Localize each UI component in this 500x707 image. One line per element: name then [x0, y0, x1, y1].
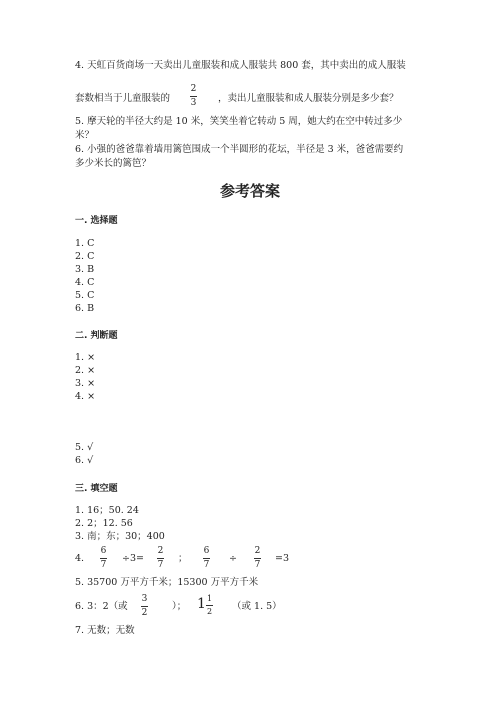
judge-answer: 1. × — [75, 352, 96, 363]
fraction-den: 7 — [100, 560, 107, 570]
choice-answer: 1. C — [75, 238, 95, 249]
fraction-bar — [141, 606, 148, 607]
section-title-choice: 一. 选择题 — [75, 216, 118, 226]
fraction — [141, 594, 148, 619]
fraction-bar — [254, 558, 261, 559]
fill-answer-2: 2. 2；12. 56 — [75, 518, 133, 529]
fraction-bar — [190, 96, 197, 97]
section-title-judge: 二. 判断题 — [75, 331, 118, 341]
fraction — [206, 594, 213, 617]
fraction — [203, 546, 210, 571]
answer-title: 参考答案 — [219, 182, 280, 200]
q5-line1: 5. 摩天轮的半径大约是 10 米，笑笑坐着它转动 5 周，她大约在空中转过多少 — [75, 116, 403, 127]
fraction — [254, 546, 261, 571]
fraction-num: 2 — [254, 546, 261, 556]
choice-answer: 5. C — [75, 290, 95, 301]
fill-answer-4-op: ÷3= — [122, 553, 144, 564]
choice-answer: 2. C — [75, 251, 95, 262]
fraction-bar — [100, 558, 107, 559]
fraction-num: 6 — [203, 546, 210, 556]
fraction-num: 2 — [157, 546, 164, 556]
fraction-num: 1 — [206, 594, 213, 603]
judge-answer: 4. × — [75, 391, 96, 402]
q5-line2: 米？ — [75, 130, 95, 141]
judge-answer: 5. √ — [75, 442, 94, 453]
section-title-fill: 三. 填空题 — [75, 484, 118, 494]
fill-answer-4-result: =3 — [275, 553, 290, 564]
fill-answer-6-close: ）； — [172, 601, 187, 612]
fraction-den: 7 — [254, 560, 261, 570]
q4-line2-b: ，卖出儿童服装和成人服装分别是多少套？ — [218, 93, 399, 104]
fraction-num: 6 — [100, 546, 107, 556]
fraction-bar — [203, 558, 210, 559]
fill-answer-4-prefix: 4. — [75, 553, 85, 564]
fraction — [100, 546, 107, 571]
choice-answer: 4. C — [75, 277, 95, 288]
fill-answer-4-sep: ； — [178, 553, 188, 564]
fraction-bar — [157, 558, 164, 559]
choice-answer: 3. B — [75, 264, 95, 275]
fraction-den: 7 — [157, 560, 164, 570]
fill-answer-5: 5. 35700 万平方千米；15300 万平方千米 — [75, 577, 259, 588]
q4-line1: 4. 天虹百货商场一天卖出儿童服装和成人服装共 800 套，其中卖出的成人服装 — [75, 60, 406, 71]
q4-frac-num: 2 — [190, 84, 197, 94]
q6-line1: 6. 小强的爸爸靠着墙用篱笆围成一个半圆形的花坛，半径是 3 米，爸爸需要约 — [75, 144, 404, 155]
q6-line2: 多少米长的篱笆？ — [75, 158, 152, 169]
q4-fraction — [190, 84, 197, 109]
q4-line2-a: 套数相当于儿童服装的 — [75, 93, 171, 104]
judge-answer: 3. × — [75, 378, 96, 389]
q4-frac-den: 3 — [190, 98, 197, 108]
fraction-den: 2 — [141, 608, 148, 618]
fill-answer-3: 3. 南；东；30；400 — [75, 531, 165, 542]
fraction-bar — [206, 605, 213, 606]
mixed-number-integer: 1 — [197, 596, 206, 612]
fill-answer-7: 7. 无数；无数 — [75, 625, 135, 636]
fraction — [157, 546, 164, 571]
choice-answer: 6. B — [75, 303, 95, 314]
judge-answer: 2. × — [75, 365, 96, 376]
fill-answer-4-op2: ÷ — [229, 553, 237, 564]
fill-answer-1: 1. 16；50. 24 — [75, 505, 139, 516]
fraction-den: 2 — [206, 607, 213, 616]
fill-answer-6-prefix: 6. 3：2（或 — [75, 601, 128, 612]
fraction-num: 3 — [141, 594, 148, 604]
judge-answer: 6. √ — [75, 455, 94, 466]
fraction-den: 7 — [203, 560, 210, 570]
fill-answer-6-suffix: （或 1. 5） — [232, 601, 282, 612]
